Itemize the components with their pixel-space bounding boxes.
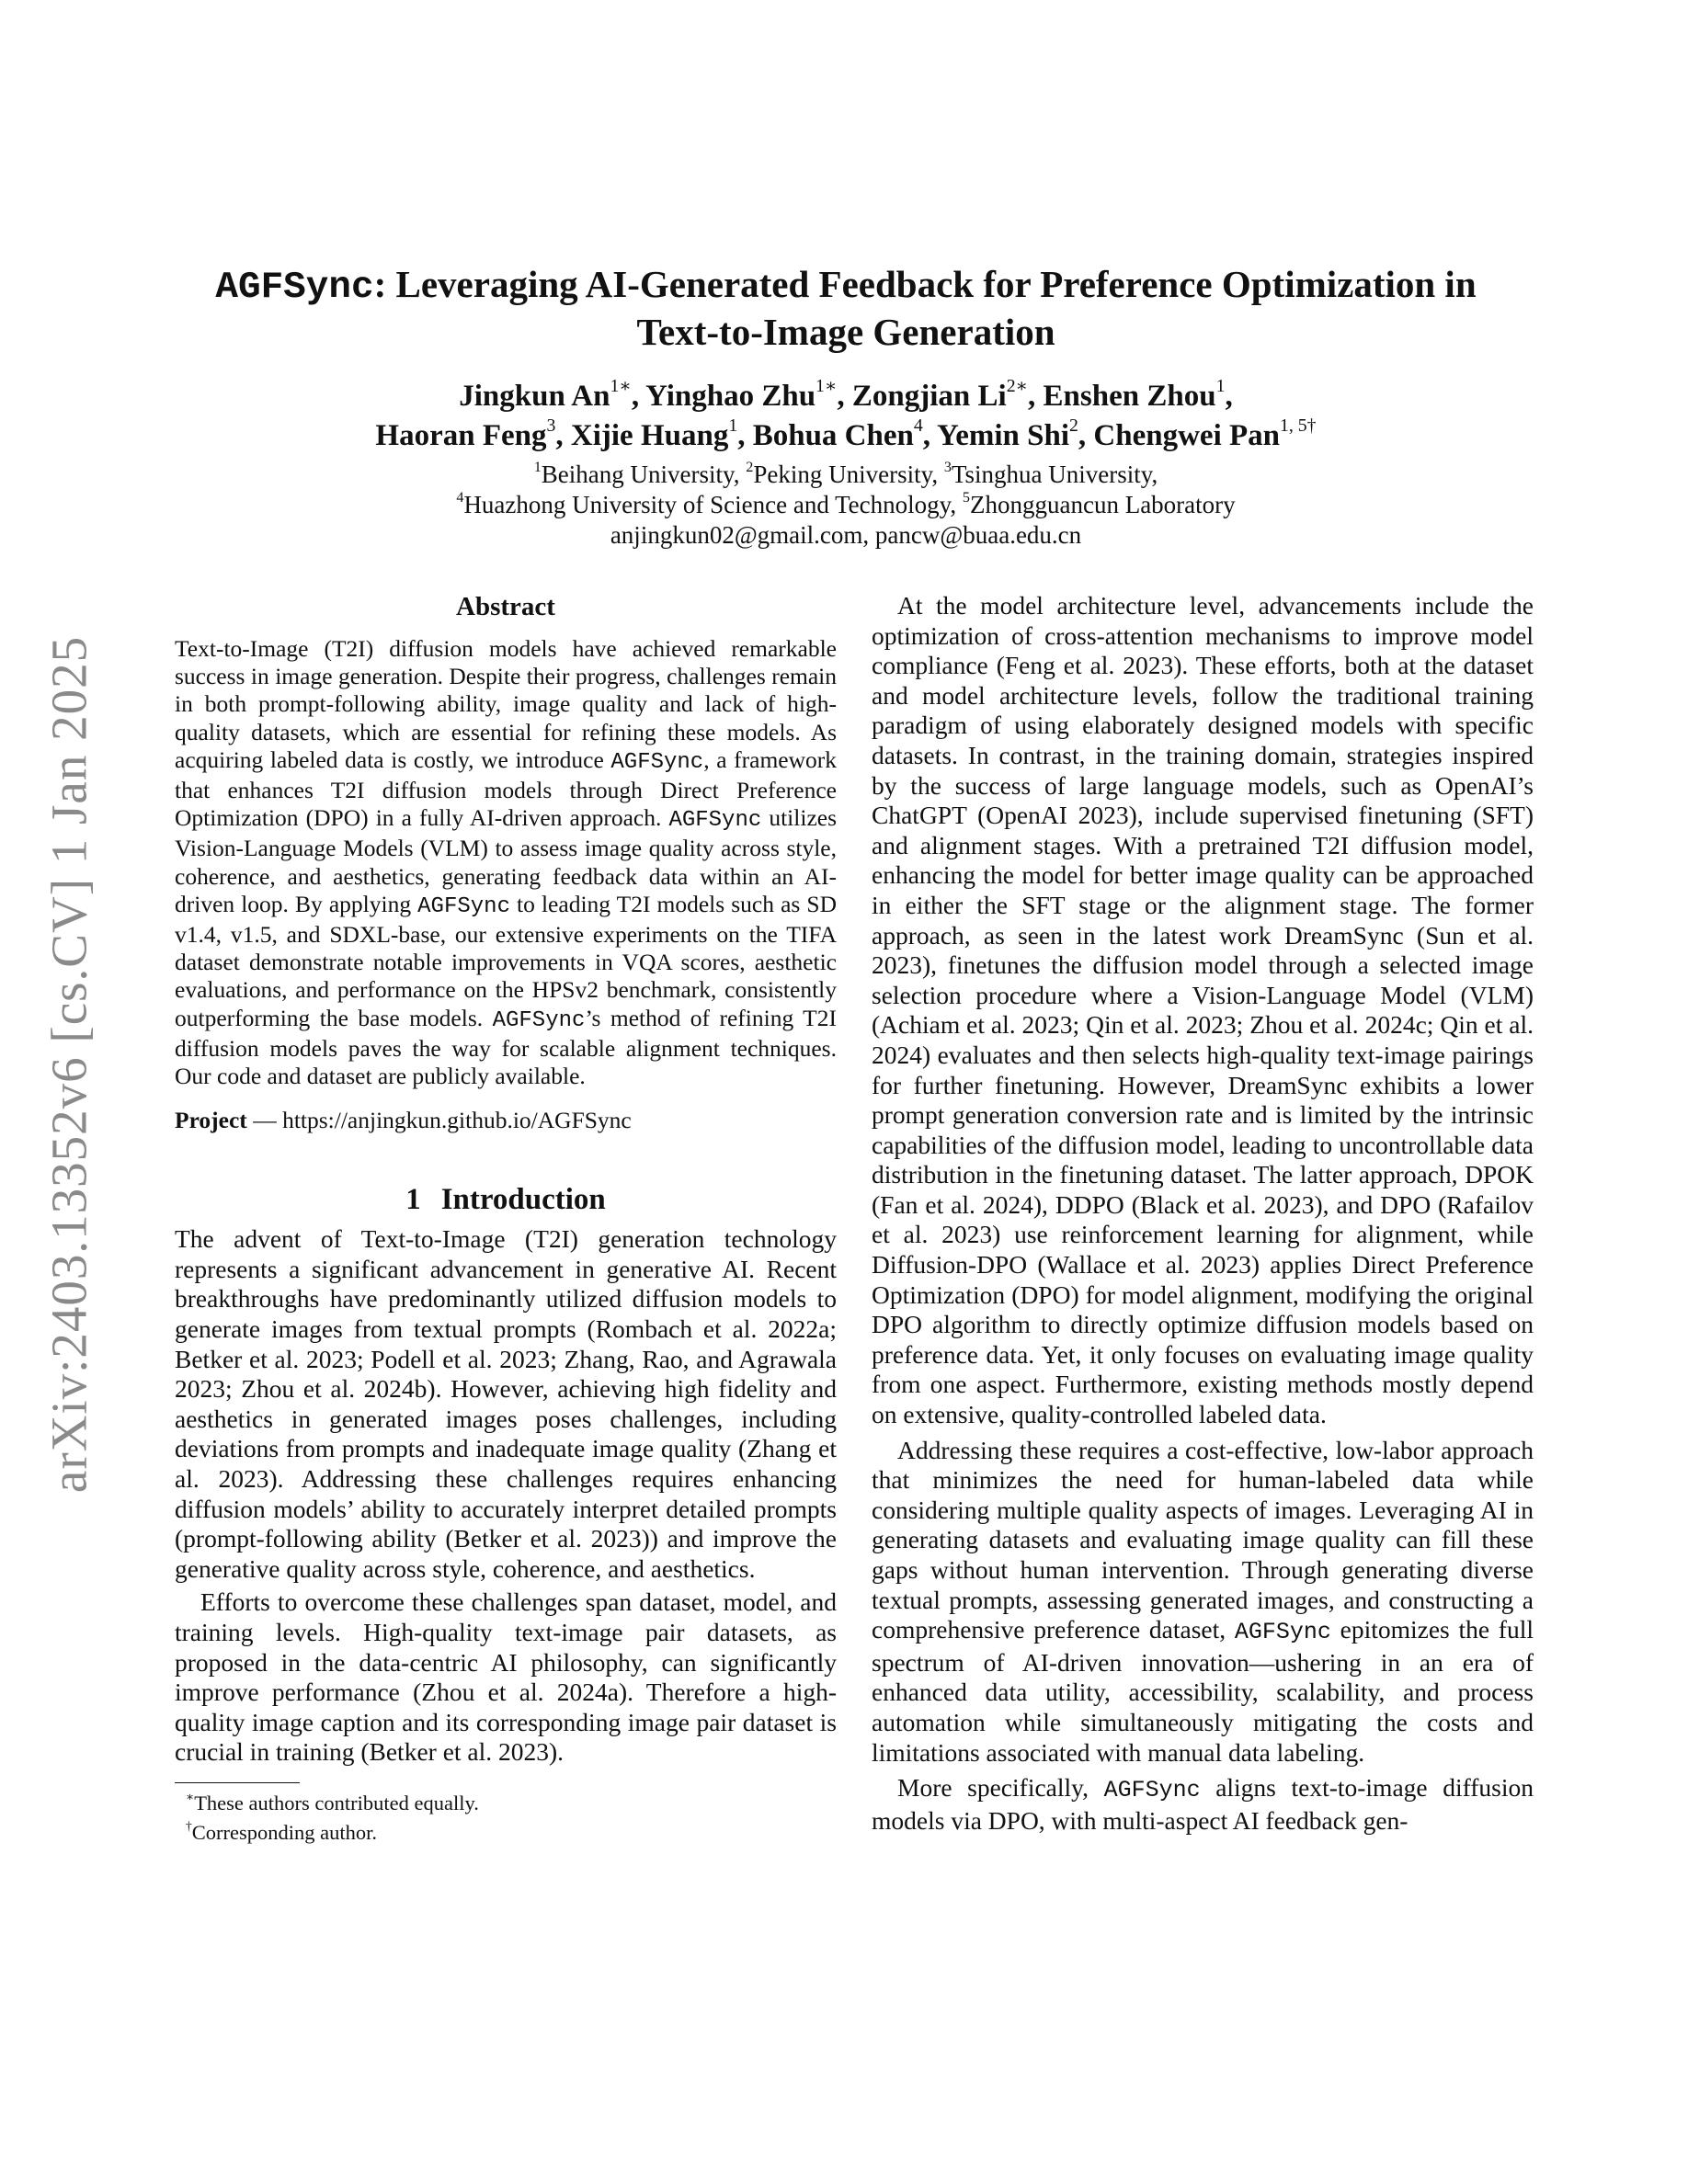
abstract-text: Text-to-Image (T2I) diffusion models have achieved remarkable success in image generation. Despite their progress, challenges remain in both prompt-following ability, image quality and lack of high-quality datasets, which are essential for refining these models. As acquiring labeled data is costly, we introduce AGFSync, a framework that enhances T2I diffusion models through Direct Preference Optimization (DPO) in a fully AI-driven approach. AGFSync utilizes Vision-Language Models (VLM) to assess image quality across style, coherence, and aesthetics, generating feedback data within an AI-driven loop. By applying AGFSync to leading T2I models such as SD v1.4, v1.5, and SDXL-base, our extensive experiments on the TIFA dataset demonstrate notable improvements in VQA scores, aesthetic evaluations, and performance on the HPSv2 benchmark, consistently outperforming the base models. AGFSync’s method of refining T2I diffusion models paves the way for scalable alignment techniques. Our code and dataset are publicly available. [175,635,838,1090]
system-name: AGFSync [668,808,762,834]
affiliation: Tsinghua University, [951,461,1158,488]
author-affiliation-mark: 2 [1069,415,1078,437]
system-name: AGFSync [417,893,510,919]
affiliation-mark: 1 [533,458,542,475]
intro-paragraph-5: More specifically, AGFSync aligns text-to-image diffusion models via DPO, with multi-aspect AI feedback gen- [872,1773,1534,1835]
affiliation-mark: 3 [943,458,952,475]
author-name: Yemin Shi [937,419,1070,452]
footnote-mark: ∗ [186,1789,195,1803]
author-name: Chengwei Pan [1093,419,1280,452]
footnote-mark: † [186,1818,192,1833]
author-name: Yinghao Zhu [645,380,816,413]
author-affiliation-mark: 2∗ [1006,376,1029,397]
left-column [175,591,837,1848]
author-affiliation-mark: 1 [728,415,738,437]
footnote-rule [175,1782,300,1783]
author-affiliation-mark: 1 [1215,376,1226,397]
footnote-corresponding-author: †Corresponding author. [186,1818,377,1844]
right-column [872,591,1534,1836]
author-name: Xijie Huang [570,419,729,452]
author-name: Bohua Chen [752,419,914,452]
system-name: AGFSync [1234,1619,1331,1646]
affiliation: Zhongguancun Laboratory [970,491,1236,518]
intro-paragraph-3: At the model architecture level, advancements include the optimization of cross-attention mechanisms to improve model compliance (Feng et al. 2023). These efforts, both at the dataset and model architecture levels, follow the traditional training paradigm of using elaborately designed models with specific datasets. In contrast, in the training domain, strategies inspired by the success of large language models, such as OpenAI’s ChatGPT (OpenAI 2023), include supervised finetuning (SFT) and alignment stages. With a pretrained T2I diffusion model, enhancing the model for better image quality can be approached in either the SFT stage or the alignment stage. The former approach, as seen in the latest work DreamSync (Sun et al. 2023), finetunes the diffusion model through a selected image selection procedure where a Vision-Language Model (VLM) (Achiam et al. 2023; Qin et al. 2023; Zhou et al. 2024c; Qin et al. 2024) evaluates and then selects high-quality text-image pairings for further finetuning. However, DreamSync exhibits a lower prompt generation conversion rate and is limited by the intrinsic capabilities of the diffusion model, leading to uncontrollable data distribution in the finetuning dataset. The latter approach, DPOK (Fan et al. 2024), DDPO (Black et al. 2023), and DPO (Rafailov et al. 2023) use reinforcement learning for alignment, while Diffusion-DPO (Wallace et al. 2023) applies Direct Preference Optimization (DPO) for model alignment, modifying the original DPO algorithm to directly optimize diffusion models based on preference data. Yet, it only focuses on evaluating image quality from one aspect. Furthermore, existing methods mostly depend on extensive, quality-controlled labeled data. [872,591,1534,1429]
section-heading-introduction [175,1182,837,1217]
intro-paragraph-1: The advent of Text-to-Image (T2I) generation technology represents a significant advancement in generative AI. Recent breakthroughs have predominantly utilized diffusion models to generate images from textual prompts (Rombach et al. 2022a; Betker et al. 2023; Podell et al. 2023; Zhang, Rao, and Agrawala 2023; Zhou et al. 2024b). However, achieving high fidelity and aesthetics in generated images poses challenges, including deviations from prompts and inadequate image quality (Zhang et al. 2023). Addressing these challenges requires enhancing diffusion models’ ability to accurately interpret detailed prompts (prompt-following ability (Betker et al. 2023)) and improve the generative quality across style, coherence, and aesthetics. [175,1224,837,1583]
arxiv-sidebar [37,602,101,1526]
system-name: AGFSync [492,1007,586,1033]
system-name: AGFSync [1103,1777,1201,1804]
affiliations [175,460,1517,551]
affiliation: Peking University, [753,461,944,488]
affiliation-mark: 4 [456,488,464,506]
affiliation: Huazhong University of Science and Technology, [463,491,963,518]
author-name: Enshen Zhou [1043,380,1216,413]
title-line-2: Text-to-Image Generation [636,311,1055,353]
section-title: Introduction [440,1183,606,1217]
project-label: Project [175,1107,247,1134]
affiliation-mark: 2 [746,458,754,475]
section-number: 1 [405,1183,421,1217]
affiliation-mark: 5 [962,488,970,506]
author-name: Zongjian Li [851,380,1007,413]
author-affiliation-mark: 1, 5† [1280,415,1317,437]
project-link[interactable]: https://anjingkun.github.io/AGFSync [282,1107,632,1134]
title-system-name: AGFSync [215,267,374,309]
footnote-equal-contribution: ∗These authors contributed equally. [186,1789,479,1814]
system-name: AGFSync [610,749,704,775]
intro-paragraph-4: Addressing these requires a cost-effective, low-labor approach that minimizes the need for human-labeled data while considering multiple quality aspects of images. Leveraging AI in generating datasets and evaluating image quality can fill these gaps without human intervention. Through generating diverse textual prompts, assessing generated images, and constructing a comprehensive preference dataset, AGFSync epitomizes the full spectrum of AI-driven innovation—ushering in an era of enhanced data utility, accessibility, scalability, and process automation while simultaneously mitigating the costs and limitations associated with manual data labeling. [872,1435,1534,1767]
author-name: Jingkun An [459,380,610,413]
paper-title [175,262,1517,354]
affiliation: Beihang University, [541,461,747,488]
abstract-heading: Abstract [456,592,555,621]
project-line: Project — https://anjingkun.github.io/AGFSync [175,1107,632,1134]
author-emails: anjingkun02@gmail.com, pancw@buaa.edu.cn [610,521,1082,549]
intro-paragraph-2: Efforts to overcome these challenges span dataset, model, and training levels. High-quality text-image pair datasets, as proposed in the data-centric AI philosophy, can significantly improve performance (Zhou et al. 2024a). Therefore a high-quality image caption and its corresponding image pair dataset is crucial in training (Betker et al. 2023). [175,1587,837,1767]
author-list: Jingkun $An^{1∗}$, Yinghao Zhu$^{1∗}$, Zongjian $Li^{2∗}$, Enshen Zhou$^1$, Haoran Feng$^3$, Xijie Huang$^1$, Bohua Chen$^4$, Yemin Shi$^2$, Chengwei Pan$^{1, 5\dagger}$ [375,376,1317,452]
title-line-1: : Leveraging AI-Generated Feedback for Preference Optimization in [373,263,1477,305]
author-affiliation-mark: 1∗ [815,376,838,397]
arxiv-identifier: arXiv:2403.13352v6 [cs.CV] 1 Jan 2025 [40,635,97,1493]
author-affiliation-mark: 1∗ [610,376,632,397]
author-affiliation-mark: 3 [546,415,556,437]
author-name: Haoran Feng [375,419,547,452]
author-affiliation-mark: 4 [913,415,923,437]
